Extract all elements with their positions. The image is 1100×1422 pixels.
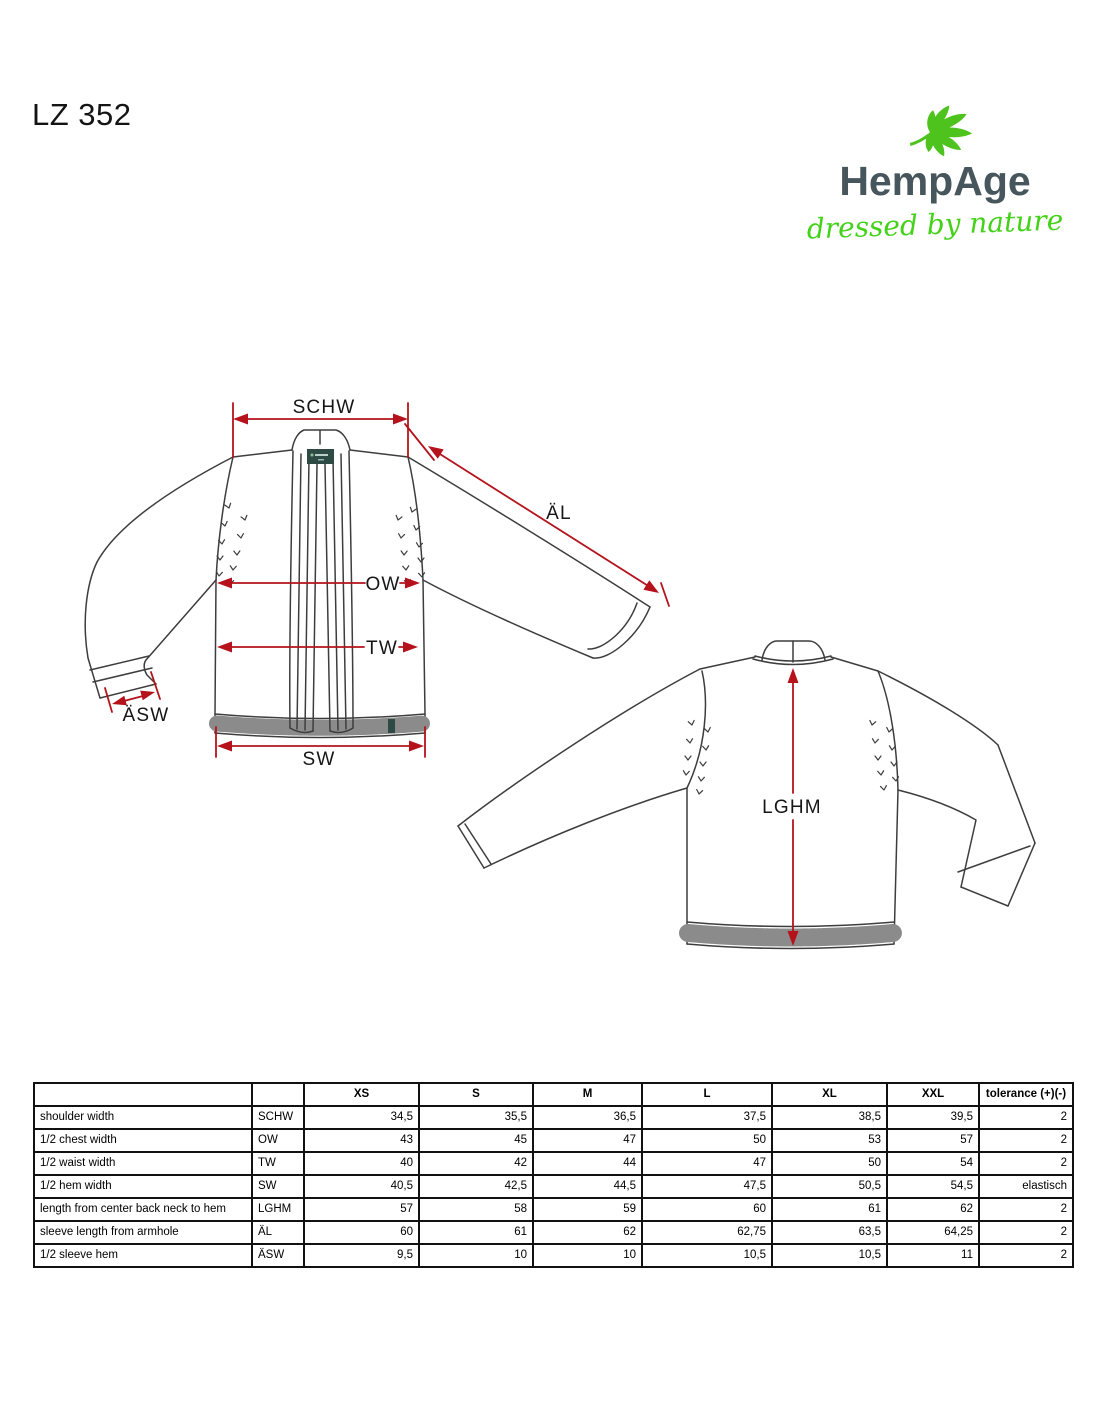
column-header-s: S xyxy=(419,1083,533,1106)
value-cell: 62 xyxy=(533,1221,642,1244)
value-cell: 10 xyxy=(419,1244,533,1267)
tolerance-cell: elastisch xyxy=(979,1175,1073,1198)
sw-label: SW xyxy=(302,749,336,770)
value-cell: 35,5 xyxy=(419,1106,533,1129)
value-cell: 44,5 xyxy=(533,1175,642,1198)
value-cell: 59 xyxy=(533,1198,642,1221)
value-cell: 9,5 xyxy=(304,1244,419,1267)
value-cell: 40,5 xyxy=(304,1175,419,1198)
measure-code: SW xyxy=(252,1175,304,1198)
measure-label: length from center back neck to hem xyxy=(34,1198,252,1221)
value-cell: 39,5 xyxy=(887,1106,979,1129)
value-cell: 64,25 xyxy=(887,1221,979,1244)
brand-name: HempAge xyxy=(839,158,1031,204)
table-row xyxy=(34,1152,1073,1175)
value-cell: 60 xyxy=(642,1198,772,1221)
column-header-xs: XS xyxy=(304,1083,419,1106)
brand-tagline: dressed by nature xyxy=(806,203,1064,246)
value-cell: 34,5 xyxy=(304,1106,419,1129)
ow-label: OW xyxy=(365,574,401,595)
tolerance-cell: 2 xyxy=(979,1129,1073,1152)
measure-code: SCHW xyxy=(252,1106,304,1129)
value-cell: 50,5 xyxy=(772,1175,887,1198)
measure-label: 1/2 sleeve hem xyxy=(34,1244,252,1267)
schw-label: SCHW xyxy=(292,397,356,418)
measure-code: ÄL xyxy=(252,1221,304,1244)
table-header-row xyxy=(34,1083,1073,1106)
column-header-tolerance: tolerance (+)(-) xyxy=(979,1083,1073,1106)
measure-code: LGHM xyxy=(252,1198,304,1221)
measure-label: 1/2 waist width xyxy=(34,1152,252,1175)
value-cell: 44 xyxy=(533,1152,642,1175)
back-view-drawing xyxy=(458,641,1035,949)
measure-label: 1/2 chest width xyxy=(34,1129,252,1152)
tolerance-cell: 2 xyxy=(979,1152,1073,1175)
measure-label: shoulder width xyxy=(34,1106,252,1129)
value-cell: 11 xyxy=(887,1244,979,1267)
column-header-xxl: XXL xyxy=(887,1083,979,1106)
lghm-label: LGHM xyxy=(762,797,822,818)
measure-code: TW xyxy=(252,1152,304,1175)
value-cell: 60 xyxy=(304,1221,419,1244)
value-cell: 62 xyxy=(887,1198,979,1221)
value-cell: 10,5 xyxy=(772,1244,887,1267)
value-cell: 50 xyxy=(772,1152,887,1175)
value-cell: 37,5 xyxy=(642,1106,772,1129)
value-cell: 42,5 xyxy=(419,1175,533,1198)
tolerance-cell: 2 xyxy=(979,1198,1073,1221)
value-cell: 58 xyxy=(419,1198,533,1221)
value-cell: 38,5 xyxy=(772,1106,887,1129)
table-row xyxy=(34,1221,1073,1244)
value-cell: 40 xyxy=(304,1152,419,1175)
measure-code: OW xyxy=(252,1129,304,1152)
value-cell: 47 xyxy=(533,1129,642,1152)
value-cell: 57 xyxy=(887,1129,979,1152)
value-cell: 54 xyxy=(887,1152,979,1175)
value-cell: 61 xyxy=(419,1221,533,1244)
value-cell: 57 xyxy=(304,1198,419,1221)
measure-label: 1/2 hem width xyxy=(34,1175,252,1198)
value-cell: 47 xyxy=(642,1152,772,1175)
table-row xyxy=(34,1129,1073,1152)
column-header xyxy=(34,1083,252,1106)
front-stitch-marks xyxy=(216,503,425,584)
value-cell: 36,5 xyxy=(533,1106,642,1129)
table-row xyxy=(34,1198,1073,1221)
table-row xyxy=(34,1244,1073,1267)
tolerance-cell: 2 xyxy=(979,1221,1073,1244)
ael-label: ÄL xyxy=(546,503,572,524)
value-cell: 47,5 xyxy=(642,1175,772,1198)
measure-code: ÄSW xyxy=(252,1244,304,1267)
tolerance-cell: 2 xyxy=(979,1244,1073,1267)
back-stitch-marks xyxy=(683,720,899,794)
neck-label xyxy=(307,449,334,464)
value-cell: 10 xyxy=(533,1244,642,1267)
value-cell: 62,75 xyxy=(642,1221,772,1244)
tw-label: TW xyxy=(366,638,398,659)
product-code: LZ 352 xyxy=(32,97,132,132)
value-cell: 63,5 xyxy=(772,1221,887,1244)
ael-dimension-arrow xyxy=(405,424,669,606)
column-header-m: M xyxy=(533,1083,642,1106)
value-cell: 50 xyxy=(642,1129,772,1152)
table-row xyxy=(34,1106,1073,1129)
value-cell: 45 xyxy=(419,1129,533,1152)
aesw-label: ÄSW xyxy=(122,705,170,726)
hem-tag xyxy=(388,719,395,733)
measure-label: sleeve length from armhole xyxy=(34,1221,252,1244)
value-cell: 10,5 xyxy=(642,1244,772,1267)
table-row xyxy=(34,1175,1073,1198)
tolerance-cell: 2 xyxy=(979,1106,1073,1129)
size-table xyxy=(33,1082,1074,1268)
value-cell: 53 xyxy=(772,1129,887,1152)
column-header xyxy=(252,1083,304,1106)
column-header-l: L xyxy=(642,1083,772,1106)
value-cell: 42 xyxy=(419,1152,533,1175)
column-header-xl: XL xyxy=(772,1083,887,1106)
value-cell: 61 xyxy=(772,1198,887,1221)
value-cell: 54,5 xyxy=(887,1175,979,1198)
value-cell: 43 xyxy=(304,1129,419,1152)
